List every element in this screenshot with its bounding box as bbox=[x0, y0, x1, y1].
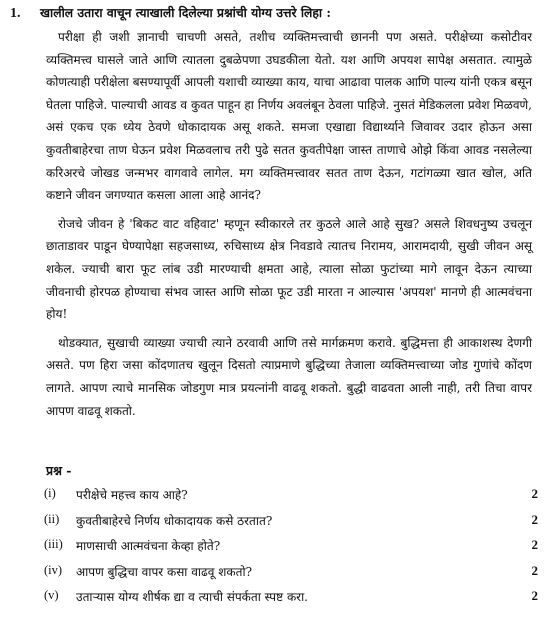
question-instruction: खालील उतारा वाचून त्याखाली दिलेल्या प्रश्नांची योग्य उत्तरे लिहा : bbox=[40, 5, 331, 20]
question-item bbox=[0, 588, 552, 614]
questions-list bbox=[0, 486, 552, 614]
question-marks: 2 bbox=[531, 511, 538, 527]
question-text: आपण बुद्धिचा वापर कसा वाढवू शकतो? bbox=[76, 564, 253, 579]
question-text: परीक्षेचे महत्त्व काय आहे? bbox=[76, 488, 188, 502]
passage-paragraph-3: थोडक्यात, सुखाची व्याख्या ज्याची त्याने ठरवावी आणि तसे मार्गक्रमण करावे. बुद्धिमत्ता ही आकाशस्थ देणगी असते. पण हिरा जसा कोंदणातच खुलून दिसतो त्याप्रमाणे बुद्धिच्या तेजाला व्यक्तिमत्त्वाच्या जोड गुणांचे कोंदण लागते. आपण त्याचे मानसिक जोडगुण मात्र प्रयत्नांनी वाढवू शकतो. बुद्धी वाढवता आली नाही, तरी तिचा वापर आपण वाढवू शकतो. bbox=[46, 335, 532, 418]
question-number: 1. bbox=[10, 6, 21, 21]
question-marks: 2 bbox=[531, 486, 538, 501]
question-text: उताऱ्यास योग्य शीर्षक द्या व त्याची संपर्कता स्पष्ट करा. bbox=[76, 590, 308, 604]
question-label: (v) bbox=[44, 588, 59, 602]
question-item bbox=[0, 537, 552, 563]
question-item bbox=[0, 486, 552, 512]
question-label: (iii) bbox=[44, 537, 63, 551]
question-label: (iv) bbox=[44, 562, 63, 577]
question-item bbox=[0, 512, 552, 538]
question-marks: 2 bbox=[531, 537, 538, 552]
question-label: (i) bbox=[44, 486, 56, 500]
question-text: कुवतीबाहेरचे निर्णय धोकादायक कसे ठरतात? bbox=[76, 513, 273, 528]
passage-paragraph-2: रोजचे जीवन हे 'बिकट वाट वहिवाट' म्हणून स्वीकारले तर कुठले आले आहे सुख? असले शिवधनुष्य उचलून छाताडावर पाडून घेण्यापेक्षा सहजसाध्य, रुचिसाध्य क्षेत्र निवडावे त्यातच निरामय, आरामदायी, सुखी जीवन असू शकेल. ज्याची बारा फूट लांब उडी मारण्याची क्षमता आहे, त्याला सोळा फुटांच्या मागे लावून देऊन त्याच्या जीवनाची होरपळ होण्याचा संभव जास्त आणि सोळा फूट उडी मारता न आल्यास 'अपयश' मानणे ही आत्मवंचना होय! bbox=[46, 216, 532, 322]
question-item bbox=[0, 563, 552, 589]
question-text: माणसाची आत्मवंचना केव्हा होते? bbox=[76, 539, 221, 553]
passage-paragraph-1: परीक्षा ही जशी ज्ञानाची चाचणी असते, तशीच व्यक्तिमत्त्वाची छाननी पण असते. परीक्षेच्या कसोटीवर व्यक्तिमत्त्व घासले जाते आणि त्यातला दुबळेपणा उघडकीला येतो. यश आणि अपयश सापेक्ष असतात. त्यामुळे कोणत्याही परीक्षेला बसण्यापूर्वी आपली यशाची व्याख्या काय, याचा आढावा पालक आणि पाल्य यांनी एकत्र बसून घेतला पाहिजे. पाल्याची आवड व कुवत पाहून हा निर्णय अवलंबून ठेवला पाहिजे. नुसतं मेडिकलला प्रवेश मिळवणे, असं एकच एक ध्येय ठेवणे धोकादायक असू शकते. समजा एखाद्या विद्यार्थ्याने जिवावर उदार होऊन असा कुवतीबाहेरचा ताण घेऊन प्रवेश मिळवलाच तरी पुढे सतत कुवतीपेक्षा जास्त ताणाचे ओझे किंवा आवड नसलेल्या करिअरचे जोखड जन्मभर वागवावे लागेल. मग व्यक्तिमत्त्वावर सतत ताण देऊन, गटांगळ्या खात खोल, अति कष्टाने जीवन जगण्यात कसला आला आहे आनंद? bbox=[46, 30, 532, 203]
question-marks: 2 bbox=[531, 588, 538, 603]
questions-heading: प्रश्न - bbox=[46, 463, 72, 478]
question-label: (ii) bbox=[44, 511, 60, 526]
passage bbox=[46, 26, 532, 428]
question-marks: 2 bbox=[531, 562, 538, 578]
